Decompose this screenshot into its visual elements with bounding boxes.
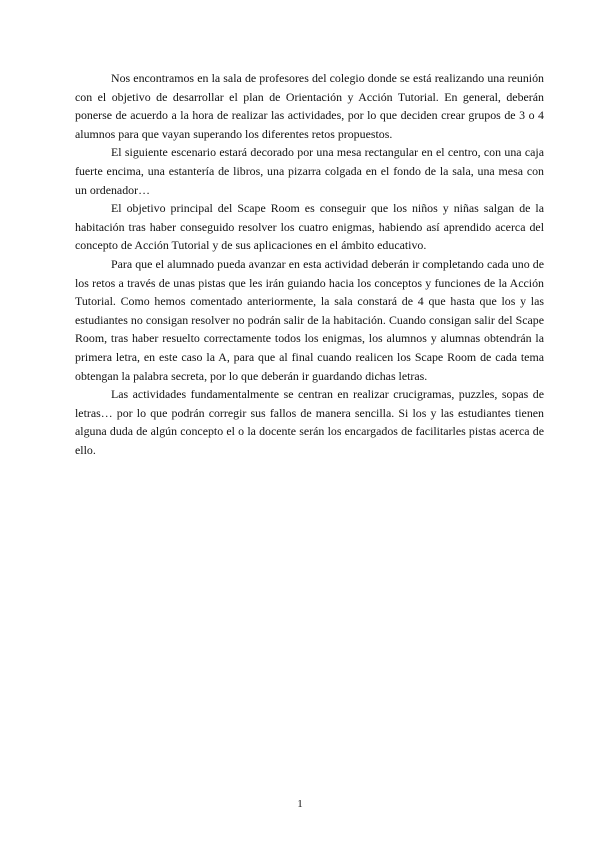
paragraph-objective: El objetivo principal del Scape Room es conseguir que los niños y niñas salgan de la habitación tras haber conseguido resolver los cuatro enigmas, habiendo así aprendido acerca del concepto de Acción Tutorial y de sus aplicaciones en el ámbito educativo. <box>75 201 544 253</box>
body-text <box>75 69 544 459</box>
page-number: 1 <box>297 798 303 810</box>
paragraph-activities: Las actividades fundamentalmente se centran en realizar crucigramas, puzzles, sopas de letras… por lo que podrán corregir sus fallos de manera sencilla. Si los y las estudiantes tienen alguna duda de algún concepto el o la docente serán los encargados de facilitarles pistas acerca de ello. <box>75 387 544 457</box>
paragraph-progression: Para que el alumnado pueda avanzar en esta actividad deberán ir completando cada uno de los retos a través de unas pistas que les irán guiando hacia los conceptos y funciones de la Acción Tutorial. Como hemos comentado anteriormente, la sala constará de 4 que hasta que los y las estudiantes no consigan resolver no podrán salir de la habitación. Cuando consigan salir del Scape Room, tras haber resuelto correctamente todos los enigmas, los alumnos y alumnas obtendrán la primera letra, en este caso la A, para que al final cuando realicen los Scape Room de cada tema obtengan la palabra secreta, por lo que deberán ir guardando dichas letras. <box>75 256 544 383</box>
paragraph-scenario: El siguiente escenario estará decorado por una mesa rectangular en el centro, con una caja fuerte encima, una estantería de libros, una pizarra colgada en el fondo de la sala, una mesa con un ordenador… <box>75 145 544 197</box>
paragraph-meeting-intro: Nos encontramos en la sala de profesores del colegio donde se está realizando una reunión con el objetivo de desarrollar el plan de Orientación y Acción Tutorial. En general, deberán ponerse de acuerdo a la hora de realizar las actividades, por lo que deciden crear grupos de 3 o 4 alumnos para que vayan superando los diferentes retos propuestos. <box>75 71 544 141</box>
